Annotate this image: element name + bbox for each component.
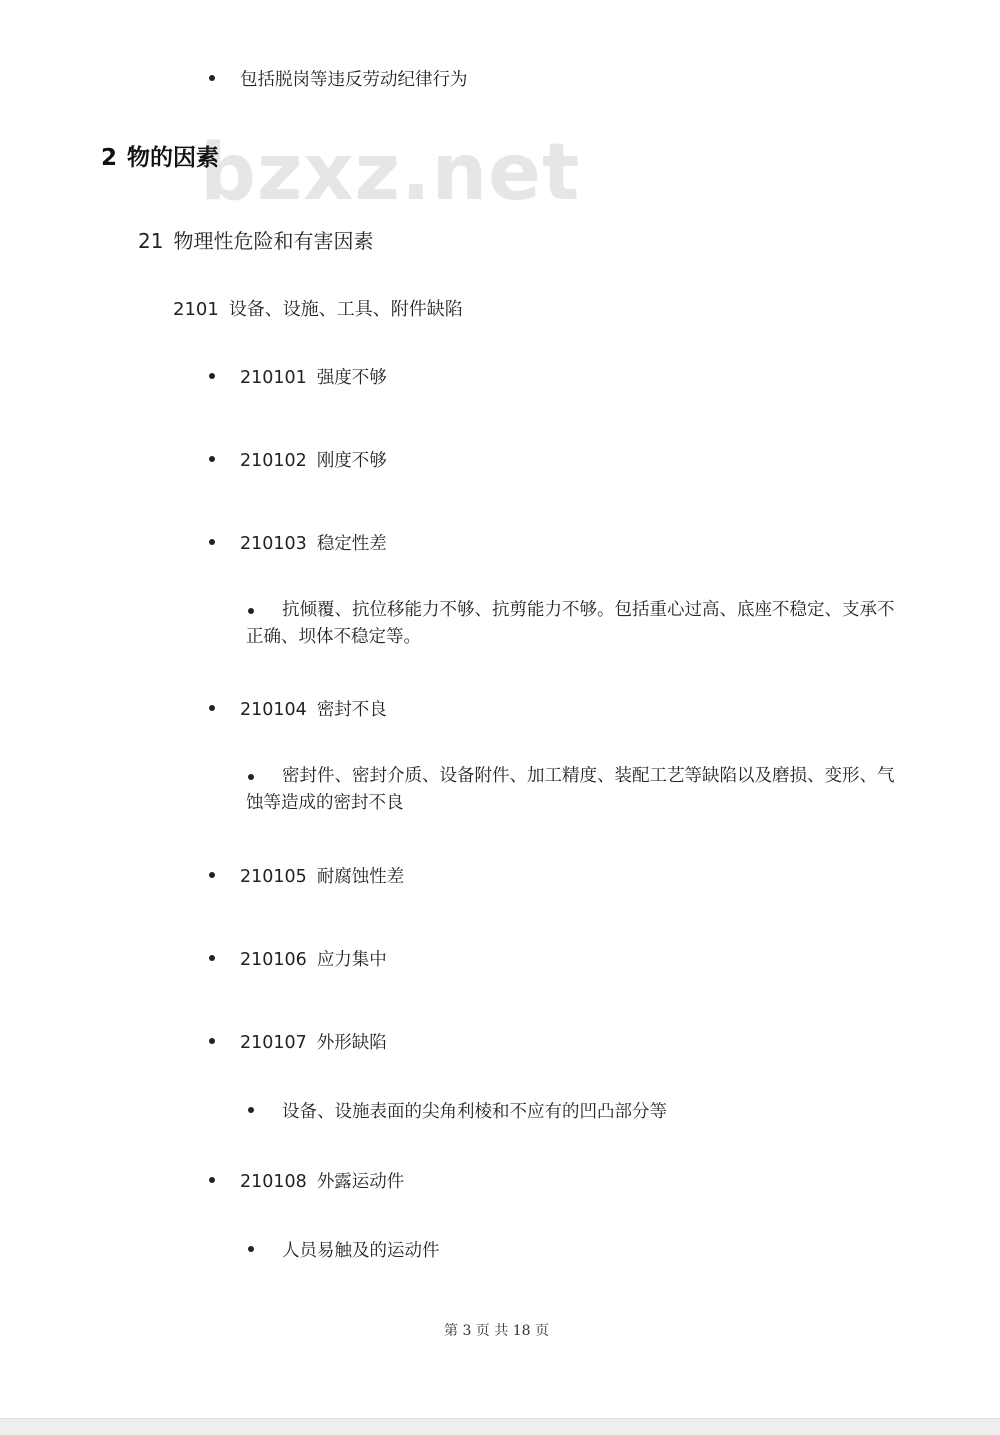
item-description: 抗倾覆、抗位移能力不够、抗剪能力不够。包括重心过高、底座不稳定、支承不正确、坝体不稳定等。 bbox=[246, 600, 895, 647]
watermark: bzxz.net bbox=[200, 128, 581, 218]
list-item bbox=[240, 1168, 404, 1193]
bullet-dot bbox=[209, 539, 215, 545]
bullet-dot bbox=[248, 1107, 254, 1113]
subsection-heading bbox=[138, 225, 373, 254]
item-code: 210104 bbox=[240, 700, 307, 720]
item-code: 210108 bbox=[240, 1172, 307, 1192]
subsection-number: 21 bbox=[138, 229, 164, 253]
item-label: 强度不够 bbox=[316, 368, 387, 388]
section-title: 物的因素 bbox=[127, 145, 220, 171]
item-code: 210107 bbox=[240, 1033, 307, 1053]
intro-bullet-text: 包括脱岗等违反劳动纪律行为 bbox=[240, 70, 468, 90]
bullet-dot bbox=[209, 373, 215, 379]
item-label: 外露运动件 bbox=[316, 1172, 405, 1192]
section-heading bbox=[101, 139, 219, 172]
item-label: 应力集中 bbox=[316, 950, 387, 970]
list-item bbox=[240, 946, 387, 971]
item-code: 210101 bbox=[240, 368, 307, 388]
item-label: 耐腐蚀性差 bbox=[316, 867, 405, 887]
list-item bbox=[240, 1029, 387, 1054]
list-item bbox=[240, 447, 387, 472]
list-item bbox=[240, 696, 387, 721]
bullet-dot bbox=[209, 1177, 215, 1183]
item-code: 210103 bbox=[240, 534, 307, 554]
viewer-bottom-bar bbox=[0, 1418, 1000, 1435]
list-item bbox=[240, 364, 387, 389]
bullet-dot bbox=[209, 872, 215, 878]
subsubsection-title: 设备、设施、工具、附件缺陷 bbox=[228, 299, 463, 320]
subsubsection-heading bbox=[173, 295, 463, 321]
bullet-dot bbox=[209, 955, 215, 961]
item-code: 210102 bbox=[240, 451, 307, 471]
item-label: 密封不良 bbox=[316, 700, 387, 720]
subsubsection-number: 2101 bbox=[173, 299, 219, 320]
bullet-dot bbox=[209, 456, 215, 462]
item-description: 密封件、密封介质、设备附件、加工精度、装配工艺等缺陷以及磨损、变形、气蚀等造成的密封不良 bbox=[246, 766, 895, 813]
page-footer: 第 3 页 共 18 页 bbox=[444, 1323, 549, 1339]
item-description: 设备、设施表面的尖角利棱和不应有的凹凸部分等 bbox=[282, 1102, 667, 1122]
list-item bbox=[240, 530, 387, 555]
item-code: 210106 bbox=[240, 950, 307, 970]
item-code: 210105 bbox=[240, 867, 307, 887]
bullet-dot bbox=[248, 1246, 254, 1252]
bullet-dot bbox=[209, 75, 215, 81]
item-description: 人员易触及的运动件 bbox=[282, 1241, 440, 1261]
list-item bbox=[240, 863, 404, 888]
item-label: 外形缺陷 bbox=[316, 1033, 387, 1053]
item-label: 稳定性差 bbox=[316, 534, 387, 554]
bullet-dot bbox=[209, 1038, 215, 1044]
subsection-title: 物理性危险和有害因素 bbox=[173, 229, 374, 253]
bullet-dot bbox=[209, 705, 215, 711]
section-number: 2 bbox=[101, 145, 118, 171]
item-label: 刚度不够 bbox=[316, 451, 387, 471]
